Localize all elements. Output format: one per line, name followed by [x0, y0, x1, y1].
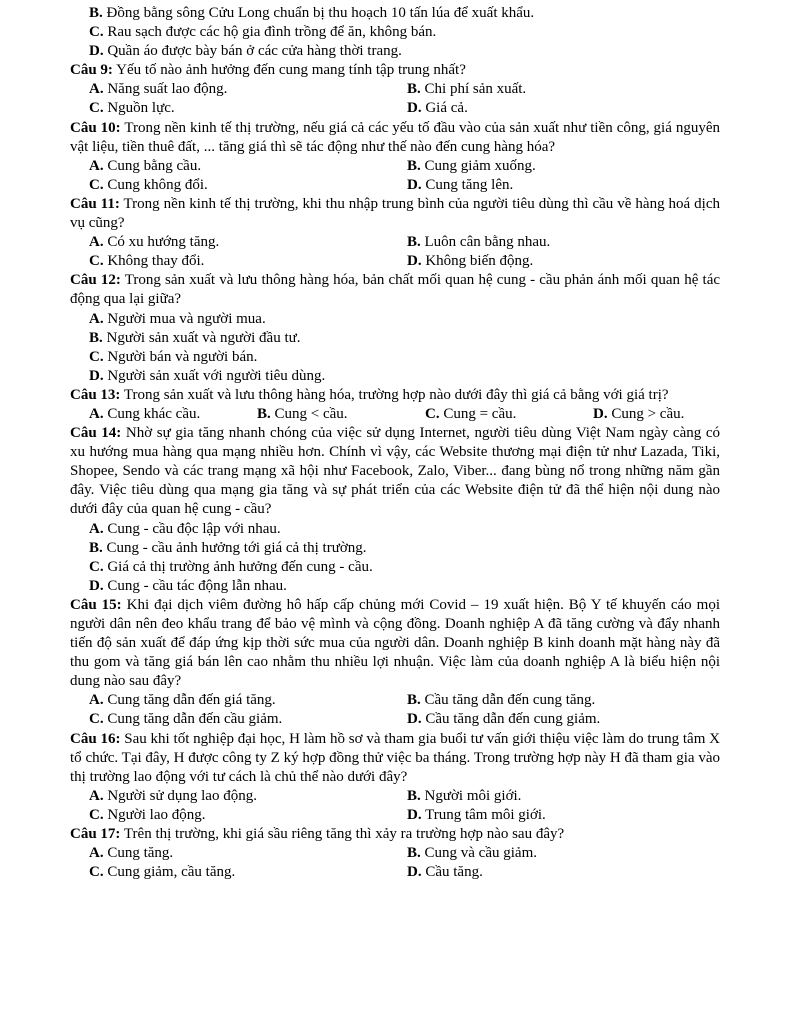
option-text: Quần áo được bày bán ở các cửa hàng thời trang. [107, 43, 402, 60]
option-text: Cung khác cầu. [107, 405, 201, 422]
question-11 [70, 195, 720, 233]
option-text: Cung < cầu. [274, 405, 348, 422]
question-13 [70, 386, 720, 405]
option-label: B. [407, 787, 421, 804]
option-line [70, 577, 720, 596]
options-row [70, 233, 720, 252]
option-line [70, 329, 720, 348]
question-number: Câu 11: [70, 195, 120, 212]
options-row [70, 844, 720, 863]
option-label: B. [407, 234, 421, 251]
option-text: Không thay đổi. [107, 253, 205, 270]
option-label: A. [89, 845, 104, 862]
option-text: Cung giảm xuống. [424, 157, 536, 174]
option-label: C. [89, 253, 104, 270]
question-text: Trong sản xuất và lưu thông hàng hóa, trường hợp nào dưới đây thì giá cả bằng với giá trị? [123, 386, 669, 403]
option-text: Người mua và người mua. [107, 310, 266, 327]
option-text: Cung tăng dẫn đến cầu giảm. [107, 711, 283, 728]
option-line [70, 367, 720, 386]
question-number: Câu 9: [70, 62, 113, 79]
option-text: Người sản xuất và người đầu tư. [106, 329, 301, 346]
option-label: D. [407, 806, 422, 823]
option-label: D. [89, 367, 104, 384]
option-line [70, 23, 720, 42]
question-12 [70, 271, 720, 309]
question-9 [70, 61, 720, 80]
option-text: Cung > cầu. [611, 405, 685, 422]
option-text: Cầu tăng dẫn đến cung giảm. [425, 711, 601, 728]
option-text: Giá cả. [425, 100, 468, 117]
question-text: Trên thị trường, khi giá sầu riêng tăng thì xảy ra trường hợp nào sau đây? [123, 826, 565, 843]
option-text: Người bán và người bán. [107, 348, 258, 365]
question-16 [70, 730, 720, 787]
option-text: Nguồn lực. [107, 100, 175, 117]
option-line [70, 348, 720, 367]
question-number: Câu 17: [70, 826, 121, 843]
option-text: Cầu tăng dẫn đến cung tăng. [424, 692, 596, 709]
question-number: Câu 10: [70, 119, 121, 136]
option-label: D. [407, 100, 422, 117]
option-label: B. [89, 329, 103, 346]
question-text: Trong nền kinh tế thị trường, khi thu nhập trung bình của người tiêu dùng thì cầu về hàng hoá dịch vụ cũng? [70, 195, 721, 232]
question-number: Câu 13: [70, 386, 121, 403]
question-text: Yếu tố nào ảnh hưởng đến cung mang tính tập trung nhất? [116, 62, 466, 79]
option-label: A. [89, 234, 104, 251]
question-14 [70, 424, 720, 519]
option-label: B. [407, 692, 421, 709]
option-label: D. [593, 405, 608, 422]
options-row [70, 710, 720, 729]
options-row [70, 252, 720, 271]
option-label: D. [407, 711, 422, 728]
options-row [70, 99, 720, 118]
option-text: Cung - cầu độc lập với nhau. [107, 520, 281, 537]
option-line [70, 4, 720, 23]
option-label: C. [89, 176, 104, 193]
options-row [70, 787, 720, 806]
option-line [70, 310, 720, 329]
question-15 [70, 596, 720, 691]
option-text: Cung bằng cầu. [107, 157, 202, 174]
options-row [70, 157, 720, 176]
option-text: Cầu tăng. [425, 864, 483, 881]
options-row [70, 176, 720, 195]
options-row [70, 863, 720, 882]
option-text: Cung tăng dẫn đến giá tăng. [107, 692, 276, 709]
option-label: B. [257, 405, 271, 422]
option-text: Cung không đổi. [107, 176, 208, 193]
options-row [70, 80, 720, 99]
option-text: Cung = cầu. [443, 405, 517, 422]
question-17 [70, 825, 720, 844]
option-text: Người sản xuất với người tiêu dùng. [107, 367, 326, 384]
option-text: Cung tăng. [107, 845, 174, 862]
option-text: Có xu hướng tăng. [107, 234, 220, 251]
question-text: Khi đại dịch viêm đường hô hấp cấp chủng mới Covid – 19 xuất hiện. Bộ Y tế khuyến cáo mọi người dân nên đeo khẩu trang để bảo vệ mình và cộng đồng. Doanh nghiệp A đã tăng cường và đẩy nhanh tiến độ sản xuất để đáp ứng kịp thời sức mua của người dân. Doanh nghiệp B kinh doanh mặt hàng này đã thu gom và tăng giá bán lên cao nhằm thu nhiều lợi nhuận. Việc làm của doanh nghiệp A là biểu hiện nội dung nào sau đây? [70, 596, 720, 690]
option-label: A. [89, 405, 104, 422]
option-label: D. [407, 253, 422, 270]
question-text: Nhờ sự gia tăng nhanh chóng của việc sử dụng Internet, người tiêu dùng Việt Nam ngày càng có xu hướng mua hàng qua mạng nhiều hơn. Chính vì vậy, các Website thương mại điện tử như Lazada, Tiki, Shopee, Sendo và các trang mạng xã hội như Facebook, Zalo, Viber... đang bùng nổ trong những năm gần đây. Việc tiêu dùng qua mạng gia tăng và sự phát triển của các Website điện tử đã thể hiện nội dung nào dưới đây của quan hệ cung - cầu? [70, 425, 721, 518]
option-text: Cung - cầu ảnh hưởng tới giá cả thị trường. [106, 539, 367, 556]
question-10 [70, 119, 720, 157]
option-label: A. [89, 692, 104, 709]
option-text: Luôn cân bằng nhau. [424, 234, 551, 251]
option-text: Cung giảm, cầu tăng. [107, 864, 236, 881]
question-text: Sau khi tốt nghiệp đại học, H làm hồ sơ và tham gia buổi tư vấn giới thiệu việc làm do trung tâm X tổ chức. Tại đây, H được công ty Z ký hợp đồng thử việc ba tháng. Trong trường hợp này H đã tham gia vào thị trường lao động với tư cách là chủ thể nào dưới đây? [70, 730, 720, 785]
option-label: C. [89, 806, 104, 823]
option-label: C. [89, 24, 104, 41]
option-label: C. [89, 558, 104, 575]
option-label: D. [89, 577, 104, 594]
option-line [70, 539, 720, 558]
option-label: B. [407, 81, 421, 98]
option-label: A. [89, 787, 104, 804]
option-label: A. [89, 81, 104, 98]
option-label: D. [407, 864, 422, 881]
option-text: Giá cả thị trường ảnh hưởng đến cung - cầu. [107, 558, 373, 575]
option-label: D. [407, 176, 422, 193]
option-label: B. [407, 157, 421, 174]
question-number: Câu 12: [70, 272, 121, 289]
question-number: Câu 15: [70, 596, 122, 613]
question-number: Câu 16: [70, 730, 121, 747]
option-label: C. [89, 348, 104, 365]
option-label: A. [89, 520, 104, 537]
option-line [70, 520, 720, 539]
option-line [70, 558, 720, 577]
options-row [70, 691, 720, 710]
option-text: Người lao động. [107, 806, 206, 823]
option-text: Cung tăng lên. [421, 176, 514, 193]
option-text: Rau sạch được các hộ gia đình trồng để ăn, không bán. [107, 24, 437, 41]
option-label: B. [89, 539, 103, 556]
option-label: B. [407, 845, 421, 862]
option-label: C. [89, 711, 104, 728]
option-text: Người sử dụng lao động. [107, 787, 257, 804]
option-text: Chi phí sản xuất. [424, 81, 527, 98]
option-line [70, 42, 720, 61]
option-label: B. [89, 5, 103, 21]
options-row [70, 806, 720, 825]
option-text: Đồng bằng sông Cửu Long chuẩn bị thu hoạch 10 tấn lúa để xuất khẩu. [106, 5, 535, 21]
option-text: Trung tâm môi giới. [425, 806, 546, 823]
option-label: C. [89, 864, 104, 881]
option-label: A. [89, 157, 104, 174]
question-text: Trong sản xuất và lưu thông hàng hóa, bản chất mối quan hệ cung - cầu phản ánh mối quan hệ tác động qua lại giữa? [70, 272, 721, 308]
option-text: Người môi giới. [424, 787, 522, 804]
option-label: C. [89, 100, 104, 117]
question-number: Câu 14: [70, 425, 122, 442]
question-text: Trong nền kinh tế thị trường, nếu giá cả các yếu tố đầu vào của sản xuất như tiền công, giá nguyên vật liệu, tiền thuê đất, ... tăng giá thì sẽ tác động như thế nào đến cung hàng hóa? [70, 119, 720, 155]
options-row [70, 405, 720, 424]
option-text: Không biến động. [425, 253, 534, 270]
option-label: A. [89, 310, 104, 327]
option-text: Cung - cầu tác động lẫn nhau. [107, 577, 287, 594]
option-text: Cung và cầu giảm. [424, 845, 537, 862]
option-label: D. [89, 43, 104, 60]
option-text: Năng suất lao động. [107, 81, 228, 98]
option-label: C. [425, 405, 440, 422]
